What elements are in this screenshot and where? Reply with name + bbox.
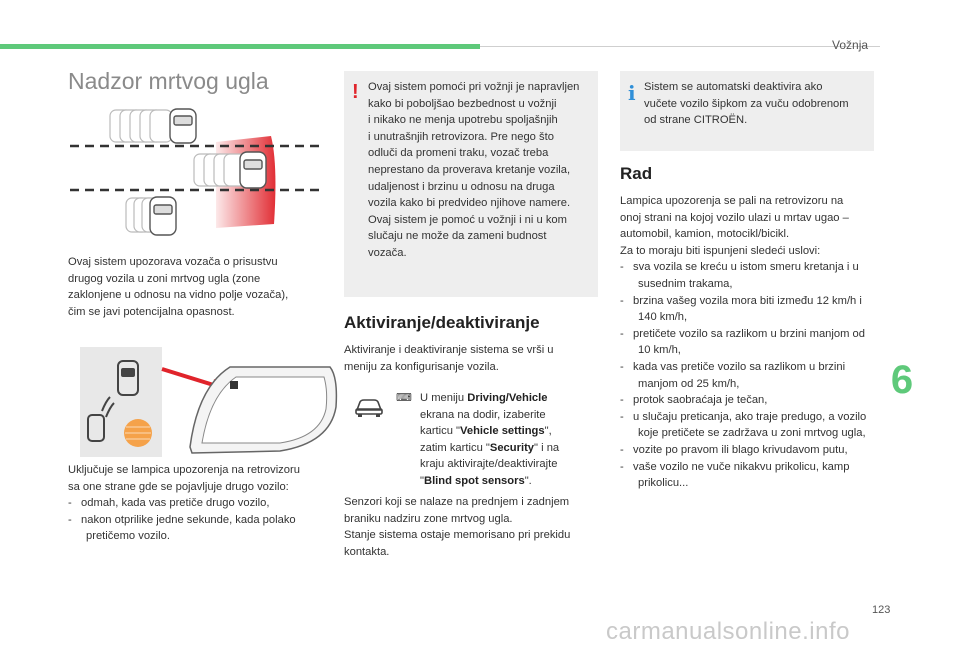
mirror-warning-illustration <box>80 347 342 457</box>
intro-paragraph <box>68 254 330 320</box>
rad-condition: - brzina vašeg vozila mora biti između 12 km/h i 140 km/h, <box>620 294 862 324</box>
warning-exclamation-icon: ! <box>352 81 359 103</box>
warning-line: i unutrašnjih retrovizora. Pre nego što <box>368 130 554 143</box>
warning-line: odluči da promeni traku, vozač treba <box>368 147 549 160</box>
step-option-name: Blind spot sensors <box>423 474 525 487</box>
step-text: ", <box>544 425 552 438</box>
car-top <box>170 109 196 143</box>
enable-item: - nakon otprilike jedne sekunde, kada polako pretičemo vozilo. <box>68 513 296 543</box>
car-middle <box>240 152 266 188</box>
step-tab-name: Security <box>489 441 535 454</box>
info-icon: i <box>628 81 636 105</box>
vehicle-menu-icon <box>354 396 384 418</box>
rad-condition: - protok saobraćaja je tečan, <box>620 394 768 407</box>
warning-line: udaljenost i brzinu u odnosu na druga <box>368 180 555 193</box>
rad-paragraph <box>620 193 876 492</box>
warning-box <box>344 71 598 297</box>
rad-heading: Rad <box>620 164 653 183</box>
info-box <box>620 71 874 151</box>
rad-line: Za to moraju biti ispunjeni sledeći uslovi: <box>620 244 821 257</box>
rad-line: automobil, kamion, motocikl/bicikl. <box>620 228 790 241</box>
sensors-line: kontakta. <box>344 545 390 558</box>
warning-line: i nikako ne menja upotrebu spoljašnjih <box>368 114 558 127</box>
rad-condition: - vaše vozilo ne vuče nikakvu prikolicu, kamp prikolicu... <box>620 460 850 490</box>
warning-line: neprestano da proverava kretanje vozila, <box>368 163 571 176</box>
step-text: " i na <box>534 441 560 454</box>
car-bottom <box>150 197 176 235</box>
intro-line: drugog vozila u zoni mrtvog ugla (zone <box>68 272 261 285</box>
enable-item: - odmah, kada vas pretiče drugo vozilo, <box>68 497 270 510</box>
rad-condition: - u slučaju preticanja, ako traje predugo, a vozilo koje pretičete se zadržava u zoni mrtvog ugla, <box>620 410 867 440</box>
section-label: Vožnja <box>832 38 869 52</box>
activation-line: Aktiviranje i deaktiviranje sistema se vrši u <box>344 344 554 356</box>
step-text: " <box>420 474 424 487</box>
enable-line: sa one strane gde se pojavljuje drugo vozilo: <box>68 480 289 493</box>
header-accent-bar <box>0 44 480 49</box>
header-rule <box>480 46 880 47</box>
page-title: Nadzor mrtvog ugla <box>68 68 269 94</box>
activation-line: meniju za konfigurisanje vozila. <box>344 360 499 373</box>
info-line: vučete vozilo šipkom za vuču odobrenom <box>644 97 849 110</box>
chapter-number: 6 <box>887 358 917 403</box>
sensors-line: Senzori koji se nalaze na prednjem i zadnjem <box>344 496 570 508</box>
activation-paragraph <box>344 342 594 375</box>
sensors-paragraph <box>344 494 598 560</box>
step-text: kraju aktivirajte/deaktivirajte <box>420 458 558 471</box>
page-number: 123 <box>872 604 891 616</box>
intro-line: Ovaj sistem upozorava vozača o prisustvu <box>68 256 278 268</box>
step-text: zatim karticu " <box>420 441 490 454</box>
rad-line: onoj strani na kojoj vozilo ulazi u mrtav ugao – <box>620 211 849 224</box>
rad-condition: - vozite po pravom ili blago krivudavom putu, <box>620 443 848 456</box>
bullet-arrow-icon: ⌨ <box>396 392 413 404</box>
step-text: ekrana na dodir, izaberite <box>420 408 546 421</box>
step-text: ". <box>524 474 532 487</box>
sensors-line: Stanje sistema ostaje memorisano pri prekidu <box>344 529 571 542</box>
step-tab-name: Vehicle settings <box>460 425 545 438</box>
step-text: karticu " <box>420 425 461 438</box>
warning-text <box>368 79 594 262</box>
enable-line: Uključuje se lampica upozorenja na retrovizoru <box>68 464 300 476</box>
step-text: U meniju <box>420 392 468 404</box>
info-text <box>644 79 870 129</box>
warning-line: Ovaj sistem pomoći pri vožnji je napravljen <box>368 81 580 93</box>
blind-spot-road-illustration <box>66 104 328 238</box>
watermark: carmanualsonline.info <box>606 618 850 645</box>
warning-line: slučaju ne može da zameni budnost <box>368 230 547 243</box>
info-line: od strane CITROËN. <box>644 114 748 127</box>
menu-step <box>398 390 598 490</box>
mirror-warning-lamp <box>230 381 238 389</box>
sensors-line: braniku nadziru zone mrtvog ugla. <box>344 512 513 525</box>
intro-line: zaklonjene u odnosu na vidno polje vozača), <box>68 289 289 302</box>
car-ghost-top <box>110 110 172 142</box>
enable-paragraph <box>68 462 330 545</box>
step-menu-name: Driving/Vehicle <box>467 392 548 404</box>
rad-condition: - sva vozila se kreću u istom smeru kretanja i u susednim trakama, <box>620 261 859 290</box>
warning-line: kako bi poboljšao bezbednost u vožnji <box>368 97 557 110</box>
warning-line: vozača. <box>368 246 407 259</box>
activation-heading: Aktiviranje/deaktiviranje <box>344 313 540 332</box>
car-ghost-middle <box>194 154 246 186</box>
warning-line: vozila kako bi predvideo njihove namere. <box>368 197 571 210</box>
intro-line: čim se javi potencijalna opasnost. <box>68 305 235 318</box>
rad-condition: - kada vas pretiče vozilo sa razlikom u brzini manjom od 25 km/h, <box>620 360 846 390</box>
warning-line: Ovaj sistem je pomoć u vožnji i ni u kom <box>368 213 567 226</box>
rad-line: Lampica upozorenja se pali na retrovizoru na <box>620 195 844 207</box>
info-line: Sistem se automatski deaktivira ako <box>644 81 823 93</box>
rad-condition: - pretičete vozilo sa razlikom u brzini manjom od 10 km/h, <box>620 327 865 357</box>
